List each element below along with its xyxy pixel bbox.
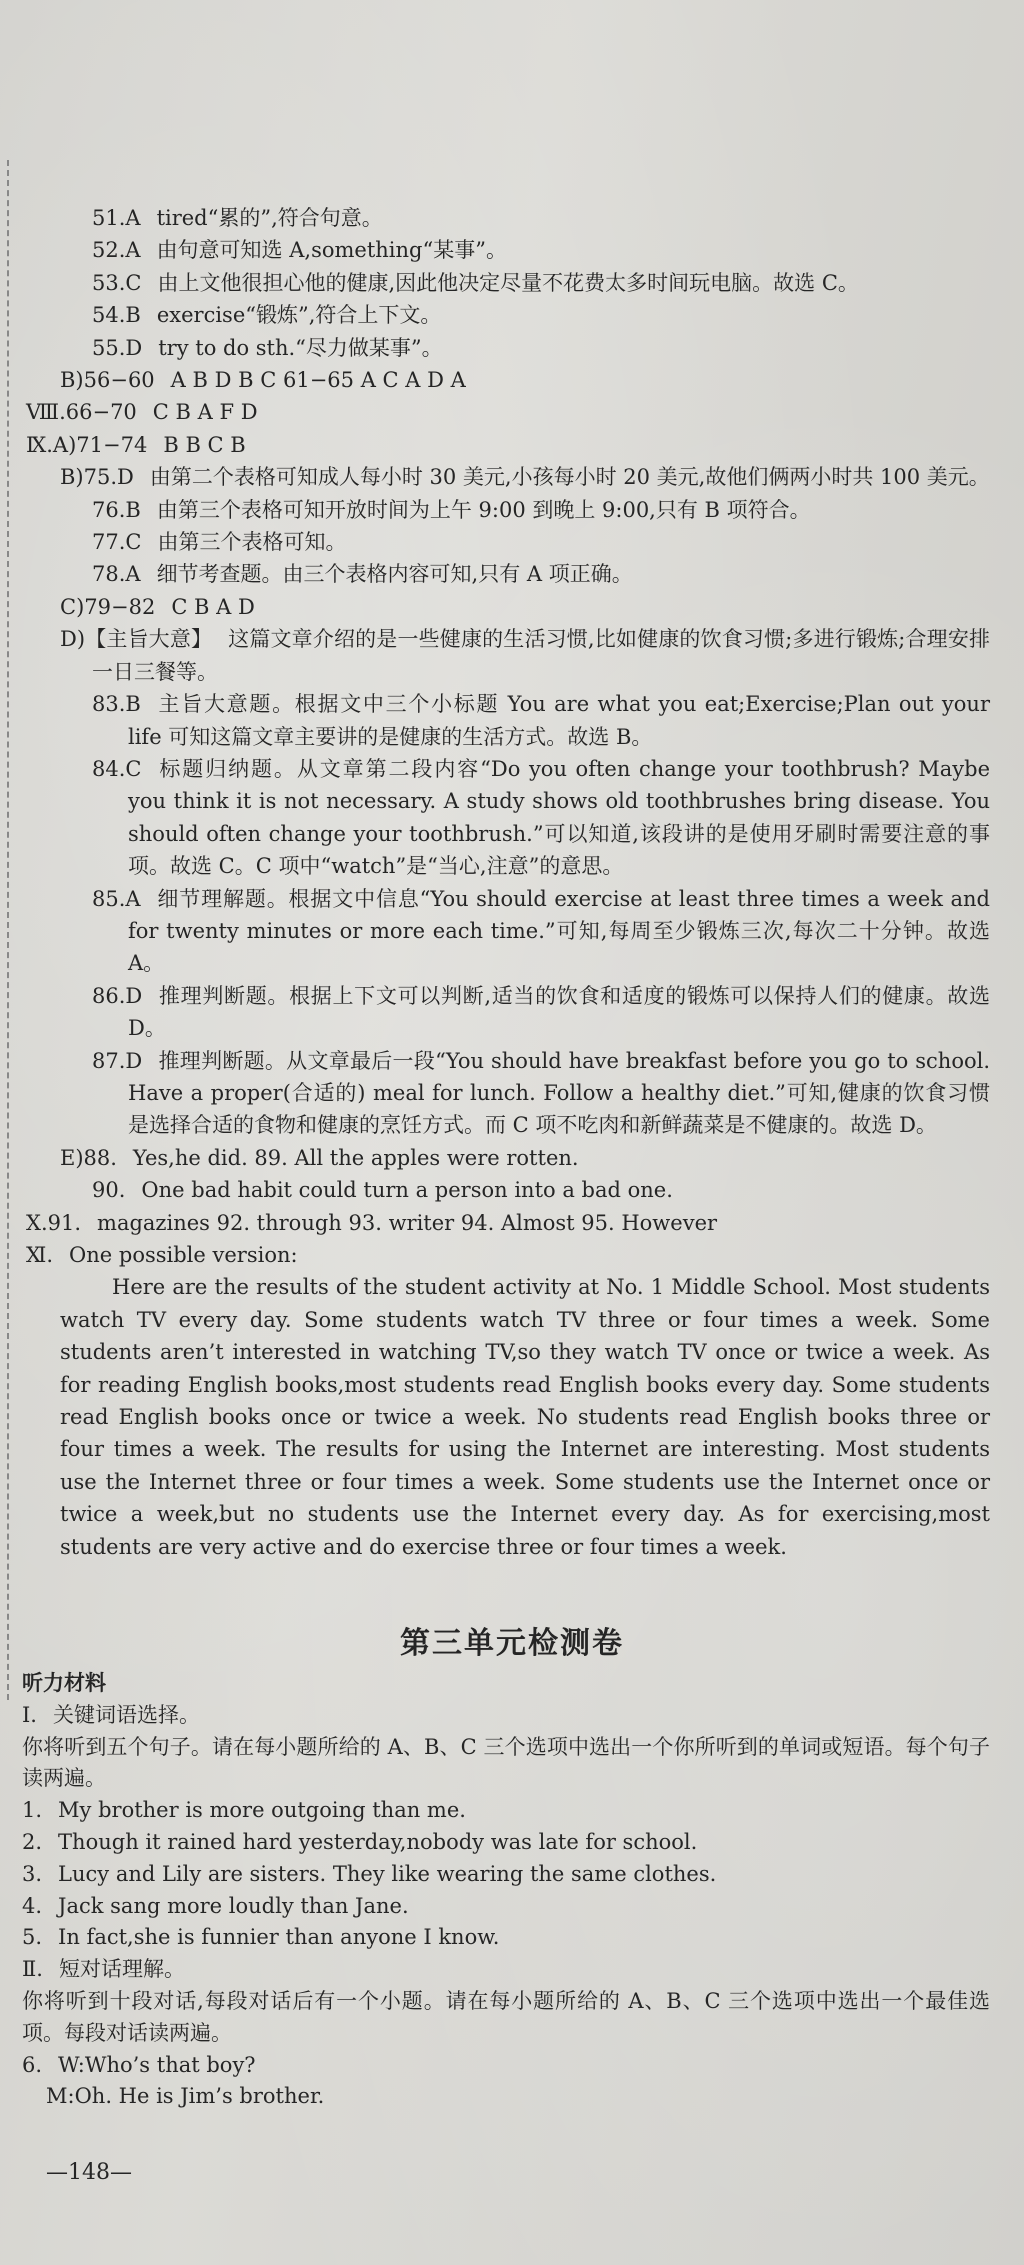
answer-item-label: E)88. bbox=[60, 1145, 117, 1170]
answer-item bbox=[0, 332, 990, 364]
answer-item-text: 由第三个表格可知。 bbox=[157, 530, 347, 555]
section-title: 第三单元检测卷 bbox=[400, 1626, 624, 1661]
answer-item bbox=[0, 623, 990, 688]
listening-line bbox=[0, 1700, 990, 1732]
listening-line bbox=[0, 1827, 990, 1859]
answer-item bbox=[0, 591, 990, 623]
listening-line bbox=[0, 1732, 990, 1796]
answer-item bbox=[0, 364, 990, 396]
listening-line-text: M:Oh. He is Jim’s brother. bbox=[46, 2084, 325, 2109]
answer-item-label: B)56−60 bbox=[60, 368, 155, 393]
answer-item bbox=[0, 1142, 990, 1174]
answer-item bbox=[0, 1239, 990, 1271]
answer-item-text: 由句意可知选 A,something“某事”。 bbox=[156, 238, 507, 263]
listening-line bbox=[0, 1859, 990, 1891]
answer-item bbox=[0, 883, 990, 980]
answer-item-text: 由上文他很担心他的健康,因此他决定尽量不花费太多时间玩电脑。故选 C。 bbox=[157, 270, 859, 295]
answer-item-label: 55.D bbox=[92, 335, 143, 360]
answer-item-text: 由第二个表格可知成人每小时 30 美元,小孩每小时 20 美元,故他们俩两小时共 100 美元。 bbox=[149, 465, 990, 490]
answer-item-label: C)79−82 bbox=[60, 594, 156, 619]
answer-item bbox=[0, 234, 990, 266]
answer-item bbox=[0, 299, 990, 331]
listening-material-section bbox=[0, 1668, 990, 2113]
listening-line-label: 2. bbox=[22, 1829, 43, 1854]
listening-line-label: 3. bbox=[22, 1861, 43, 1886]
answer-item bbox=[0, 1174, 990, 1206]
answer-item bbox=[0, 558, 990, 590]
answer-item-text: magazines 92. through 93. writer 94. Almost 95. However bbox=[97, 1210, 718, 1235]
answer-item-label: Ⅹ.91. bbox=[26, 1210, 82, 1235]
answer-item bbox=[0, 267, 990, 299]
answer-item-text: One possible version: bbox=[69, 1243, 298, 1267]
listening-line-text: My brother is more outgoing than me. bbox=[58, 1798, 466, 1823]
answer-item-label: 78.A bbox=[92, 562, 141, 587]
answer-item bbox=[0, 1045, 990, 1142]
answer-item-text: 由第三个表格可知开放时间为上午 9:00 到晚上 9:00,只有 B 项符合。 bbox=[156, 497, 811, 522]
answer-item-label: 84.C bbox=[92, 756, 142, 781]
answer-item bbox=[0, 461, 990, 493]
answer-item-label: B)75.D bbox=[60, 465, 134, 490]
listening-line bbox=[0, 1986, 990, 2050]
listening-line-text: Though it rained hard yesterday,nobody was late for school. bbox=[58, 1829, 698, 1854]
answer-item-label: 52.A bbox=[92, 238, 141, 263]
listening-line-label: 5. bbox=[22, 1925, 43, 1950]
listening-line-text: 你将听到十段对话,每段对话后有一个小题。请在每小题所给的 A、B、C 三个选项中选出一个最佳选项。每段对话读两遍。 bbox=[22, 1988, 990, 2045]
answer-item-label: 87.D bbox=[92, 1048, 143, 1073]
answer-item-text: 推理判断题。从文章最后一段“You should have breakfast before you go to school. Have a proper(合适的) meal for lunch. Follow a healthy diet.”可知,健康的饮食习惯是选择合适的食物和健康的烹饪方式。而 C 项不吃肉和新鲜蔬菜是不健康的。故选 D。 bbox=[128, 1048, 990, 1138]
listening-line-text: 你将听到五个句子。请在每小题所给的 A、B、C 三个选项中选出一个你所听到的单词或短语。每个句子读两遍。 bbox=[22, 1734, 990, 1791]
answer-item-text: Here are the results of the student activity at No. 1 Middle School. Most students watch TV every day. Some students watch TV three or four times a week. Some students aren’t interested in watching TV,so they watch TV once or twice a week. As for reading English books,most students read English books every day. Some students read English books once or twice a week. No students read English books three or four times a week. The results for using the Internet are interesting. Most students use the Internet three or four times a week. Some students use the Internet once or twice a week,but no students use the Internet every day. As for exercising,most students are very active and do exercise three or four times a week. bbox=[60, 1275, 990, 1559]
answer-item-label: 53.C bbox=[92, 270, 142, 295]
answer-item bbox=[0, 494, 990, 526]
answer-item bbox=[0, 980, 990, 1045]
listening-line-label: Ⅰ. bbox=[22, 1702, 37, 1727]
listening-line-text: Lucy and Lily are sisters. They like wearing the same clothes. bbox=[58, 1861, 717, 1886]
answer-item-label: 76.B bbox=[92, 497, 141, 522]
listening-line-text: 听力材料 bbox=[22, 1671, 106, 1695]
answer-item-label: 51.A bbox=[92, 206, 141, 230]
listening-line-text: In fact,she is funnier than anyone I know. bbox=[58, 1925, 500, 1950]
answer-item-label: 77.C bbox=[92, 530, 142, 555]
answer-item-text: 标题归纳题。从文章第二段内容“Do you often change your toothbrush? Maybe you think it is not necessary. A study shows old toothbrushes bring disease. You should often change your toothbrush.”可以知道,该段讲的是使用牙刷时需要注意的事项。故选 C。C 项中“watch”是“当心,注意”的意思。 bbox=[128, 756, 990, 879]
listening-line bbox=[0, 1668, 990, 1700]
answer-item bbox=[0, 688, 990, 753]
listening-line-label: 6. bbox=[22, 2052, 43, 2077]
listening-line-label: Ⅱ. bbox=[22, 1957, 43, 1982]
listening-line bbox=[0, 2050, 990, 2082]
answer-item-text: 细节理解题。根据文中信息“You should exercise at least three times a week and for twenty minutes or more each time.”可知,每周至少锻炼三次,每次二十分钟。故选 A。 bbox=[128, 886, 990, 976]
listening-line bbox=[0, 1954, 990, 1986]
listening-line bbox=[0, 2081, 990, 2113]
answer-item-label: 85.A bbox=[92, 886, 141, 911]
listening-line-text: W:Who’s that boy? bbox=[58, 2052, 256, 2077]
answer-item-text: A B D B C 61−65 A C A D A bbox=[170, 368, 466, 393]
answer-item-text: try to do sth.“尽力做某事”。 bbox=[158, 335, 443, 360]
answer-item bbox=[0, 202, 990, 234]
answer-item-label: D)【主旨大意】 bbox=[60, 627, 213, 652]
answer-item bbox=[0, 396, 990, 428]
answer-item bbox=[0, 753, 990, 883]
listening-line-text: Jack sang more loudly than Jane. bbox=[58, 1893, 409, 1918]
answer-key-section bbox=[0, 202, 990, 1563]
listening-line-text: 短对话理解。 bbox=[58, 1957, 185, 1982]
answer-item-text: 推理判断题。根据上下文可以判断,适当的饮食和适度的锻炼可以保持人们的健康。故选 D。 bbox=[128, 983, 990, 1041]
answer-item-text: 这篇文章介绍的是一些健康的生活习惯,比如健康的饮食习惯;多进行锻炼;合理安排一日三餐等。 bbox=[92, 627, 990, 684]
listening-line-label: 1. bbox=[22, 1798, 43, 1823]
listening-line bbox=[0, 1922, 990, 1954]
listening-line bbox=[0, 1795, 990, 1827]
answer-item bbox=[0, 429, 990, 461]
answer-item-label: 54.B bbox=[92, 303, 141, 328]
answer-item-label: Ⅺ. bbox=[26, 1243, 54, 1267]
listening-line bbox=[0, 1891, 990, 1923]
page-number: —148— bbox=[46, 2160, 132, 2185]
answer-item-label: Ⅷ.66−70 bbox=[26, 400, 137, 425]
answer-item-label: 83.B bbox=[92, 692, 141, 717]
answer-item-label: 86.D bbox=[92, 983, 143, 1008]
answer-item-text: 主旨大意题。根据文中三个小标题 You are what you eat;Exercise;Plan out your life 可知这篇文章主要讲的是健康的生活方式。故选 B。 bbox=[128, 692, 990, 749]
answer-item-label: 90. bbox=[92, 1178, 126, 1203]
answer-item-text: tired“累的”,符合句意。 bbox=[156, 206, 383, 230]
answer-item-label: Ⅸ.A)71−74 bbox=[26, 432, 148, 457]
answer-item-text: One bad habit could turn a person into a bad one. bbox=[141, 1178, 673, 1203]
listening-line-text: 关键词语选择。 bbox=[52, 1702, 200, 1727]
answer-item-text: B B C B bbox=[163, 432, 246, 457]
answer-item-text: C B A F D bbox=[152, 400, 258, 425]
answer-item-text: 细节考查题。由三个表格内容可知,只有 A 项正确。 bbox=[156, 562, 633, 587]
answer-item bbox=[0, 1207, 990, 1239]
listening-line-label: 4. bbox=[22, 1893, 43, 1918]
answer-item bbox=[0, 526, 990, 558]
answer-item bbox=[0, 1271, 990, 1563]
answer-item-text: exercise“锻炼”,符合上下文。 bbox=[156, 303, 442, 328]
answer-item-text: C B A D bbox=[171, 594, 255, 619]
answer-item-text: Yes,he did. 89. All the apples were rotten. bbox=[132, 1145, 579, 1170]
